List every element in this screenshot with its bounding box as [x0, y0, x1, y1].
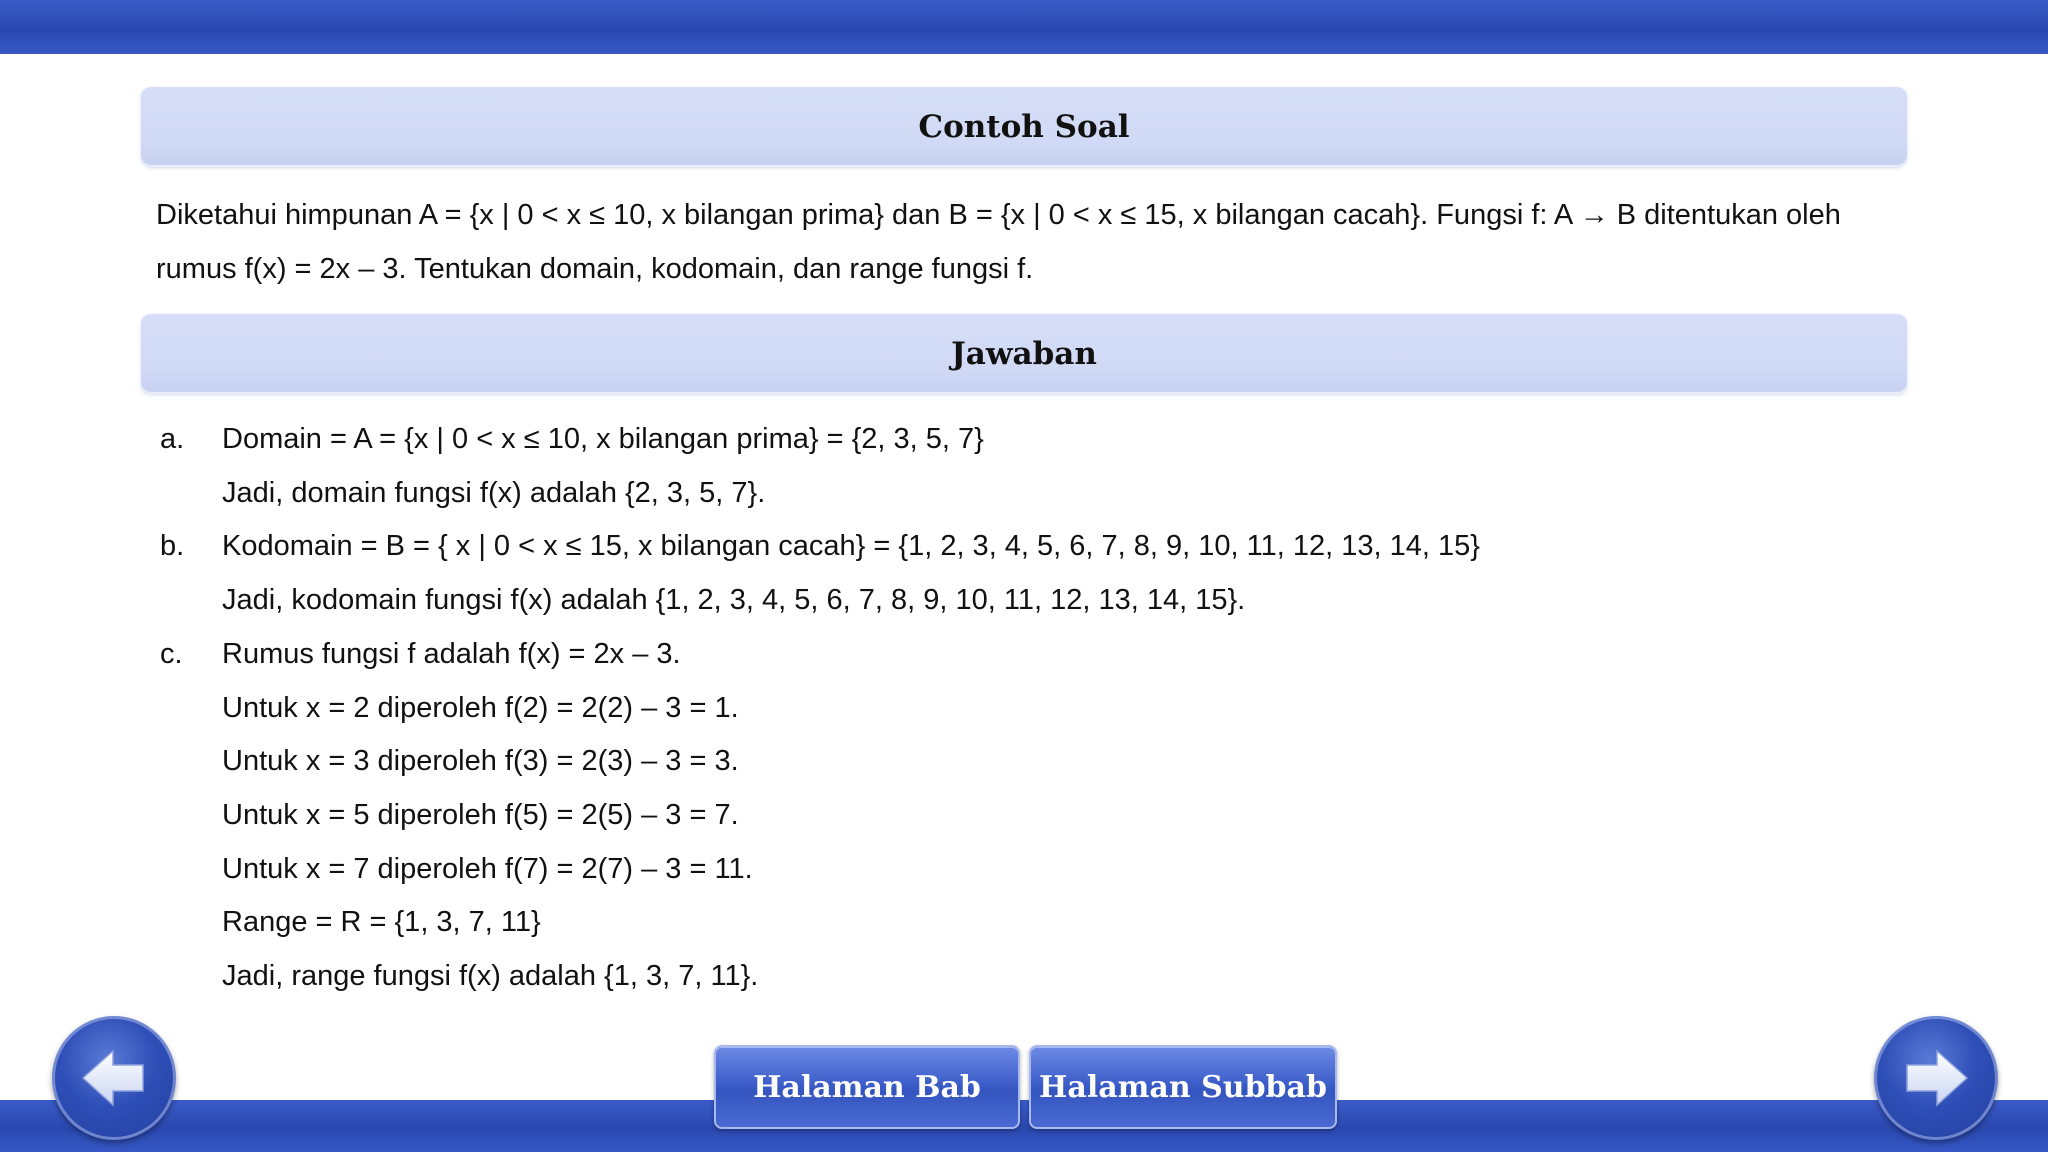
answer-line	[160, 789, 1860, 843]
halaman-subbab-button[interactable]	[1029, 1045, 1337, 1129]
answer-list	[160, 413, 1860, 1004]
answer-marker	[160, 682, 222, 736]
answer-text: Kodomain = B = { x | 0 < x ≤ 15, x bilangan cacah} = {1, 2, 3, 4, 5, 6, 7, 8, 9, 10, 11, 12, 13, 14, 15}	[222, 530, 1480, 563]
answer-marker	[160, 467, 222, 521]
answer-text: Range = R = {1, 3, 7, 11}	[222, 906, 541, 939]
answer-text: Domain = A = {x | 0 < x ≤ 10, x bilangan prima} = {2, 3, 5, 7}	[222, 423, 984, 455]
answer-marker: a.	[160, 423, 185, 455]
answer-text: Untuk x = 2 diperoleh f(2) = 2(2) – 3 = 1.	[222, 691, 739, 724]
top-bar	[0, 0, 2048, 54]
answer-line	[160, 682, 1860, 736]
answer-marker	[160, 574, 222, 628]
next-page-button[interactable]	[1874, 1016, 1998, 1140]
answer-marker	[160, 950, 222, 1004]
answer-marker: c.	[160, 637, 183, 670]
previous-page-button[interactable]	[52, 1016, 176, 1140]
answer-line	[160, 520, 1860, 574]
arrow-right-icon	[1901, 1043, 1971, 1113]
answer-line	[160, 843, 1860, 897]
halaman-bab-button[interactable]	[714, 1045, 1020, 1129]
bottom-bar	[0, 1100, 2048, 1152]
example-header-title: Contoh Soal	[918, 109, 1130, 145]
answer-text: Rumus fungsi f adalah f(x) = 2x – 3.	[222, 637, 681, 670]
answer-marker	[160, 735, 222, 789]
answer-text: Jadi, range fungsi f(x) adalah {1, 3, 7, 11}.	[222, 960, 759, 993]
answer-marker	[160, 789, 222, 843]
halaman-bab-label: Halaman Bab	[753, 1069, 981, 1105]
answer-text: Untuk x = 3 diperoleh f(3) = 2(3) – 3 = 3.	[222, 745, 739, 778]
example-header	[141, 87, 1907, 167]
answer-line	[160, 413, 1860, 467]
problem-statement: Diketahui himpunan A = {x | 0 < x ≤ 10, x bilangan prima} dan B = {x | 0 < x ≤ 15, x bilangan cacah}. Fungsi f: A → B ditentukan oleh rumus f(x) = 2x – 3. Tentukan domain, kodomain, dan range fungsi f.	[156, 199, 1841, 285]
answer-line	[160, 896, 1860, 950]
answer-line	[160, 950, 1860, 1004]
halaman-subbab-label: Halaman Subbab	[1039, 1069, 1327, 1105]
answer-text: Untuk x = 5 diperoleh f(5) = 2(5) – 3 = 7.	[222, 798, 739, 831]
answer-text: Jadi, kodomain fungsi f(x) adalah {1, 2, 3, 4, 5, 6, 7, 8, 9, 10, 11, 12, 13, 14, 15}.	[222, 584, 1246, 617]
answer-marker	[160, 843, 222, 897]
answer-line	[160, 628, 1860, 682]
answer-line	[160, 574, 1860, 628]
answer-line	[160, 467, 1860, 521]
answer-header-title: Jawaban	[951, 336, 1097, 372]
answer-header	[141, 314, 1907, 394]
arrow-left-icon	[79, 1043, 149, 1113]
answer-marker: b.	[160, 530, 185, 563]
answer-text: Untuk x = 7 diperoleh f(7) = 2(7) – 3 = 11.	[222, 852, 753, 885]
answer-marker	[160, 896, 222, 950]
answer-line	[160, 735, 1860, 789]
answer-text: Jadi, domain fungsi f(x) adalah {2, 3, 5, 7}.	[222, 476, 766, 509]
